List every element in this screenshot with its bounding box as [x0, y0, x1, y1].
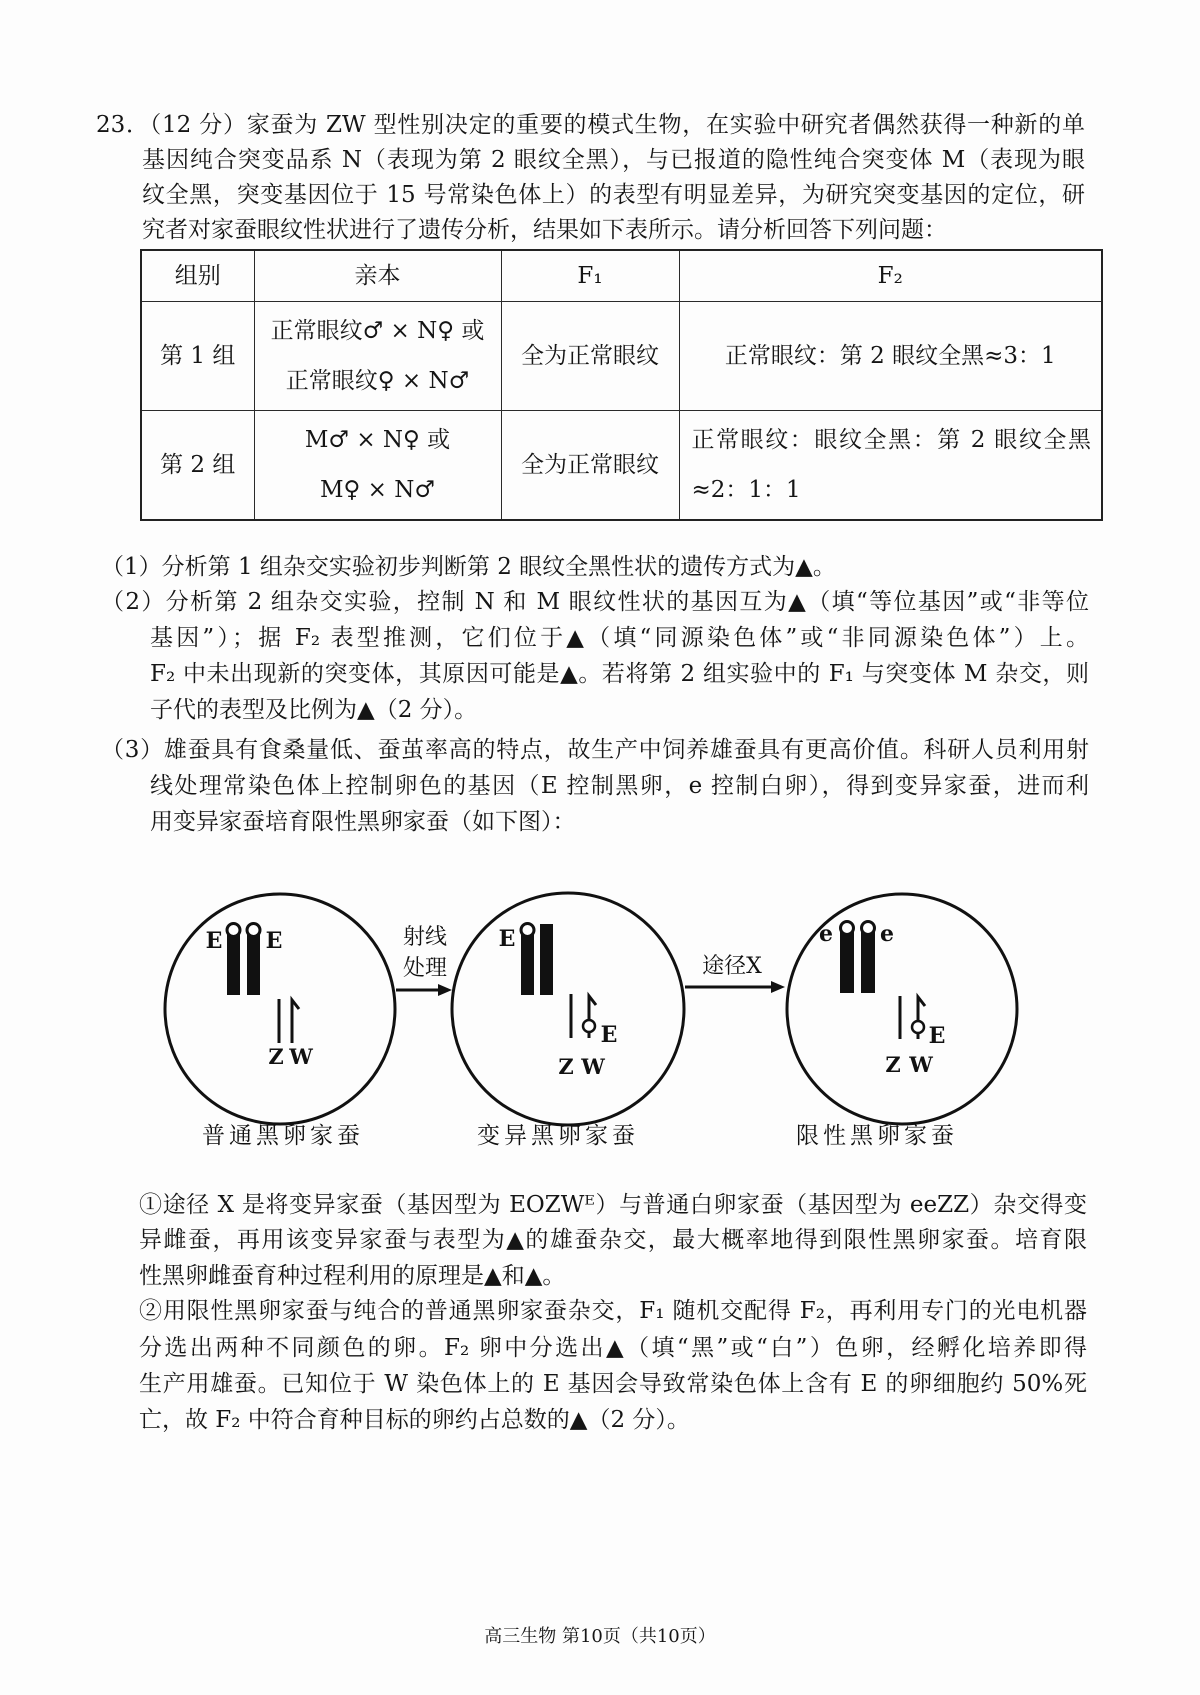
process-arrow	[685, 954, 785, 993]
question-stem-text: （12 分）家蚕为 ZW 型性别决定的重要的模式生物，在实验中研究者偶然获得一种新的单	[149, 112, 1085, 138]
question-number: 23．	[96, 112, 150, 138]
gene-locus-marker	[583, 1020, 595, 1032]
f2-line: 正常眼纹：第 2 眼纹全黑≈3：1	[724, 342, 1056, 369]
part-line: 异雌蚕，再用该变异家蚕与表型为▲的雄蚕杂交，最大概率地得到限性黑卵家蚕。培育限	[139, 1227, 1087, 1253]
gene-locus-marker	[841, 922, 854, 935]
autosome-chromosome	[247, 930, 260, 995]
sex-chromosome-label: W	[289, 1044, 313, 1069]
gene-label: E	[498, 926, 516, 952]
sub-question-line: 基因”）；据 F₂ 表型推测，它们位于▲（填“同源染色体”或“非同源染色体”）上。	[150, 625, 1089, 651]
sub-question-line	[101, 585, 1089, 620]
stage-label: 普通黑卵家蚕	[202, 1123, 364, 1149]
stage-normal-black-egg	[165, 894, 395, 1149]
sub-question-marker: （2）	[101, 589, 166, 615]
gene-locus-marker	[912, 1021, 924, 1033]
breeding-diagram	[0, 880, 1200, 1170]
autosome-chromosome	[227, 930, 240, 995]
results-table	[140, 249, 1103, 521]
table-header-cell: 组别	[141, 250, 254, 301]
table-cell-f2	[679, 301, 1102, 410]
arrow-label: 射线	[402, 925, 448, 950]
sex-chromosome-label: W	[909, 1052, 933, 1077]
process-arrow	[396, 925, 452, 996]
cell-circle	[452, 893, 684, 1125]
arrow-label: 处理	[402, 956, 448, 981]
stage-label: 限性黑卵家蚕	[796, 1123, 958, 1149]
table-header-cell: F₁	[501, 250, 679, 301]
autosome-chromosome	[840, 928, 854, 993]
table-row	[141, 301, 1102, 410]
sex-chromosome-label: Z	[268, 1044, 284, 1069]
parents-line: M♂ × N♀ 或	[304, 426, 451, 453]
parents-line: M♀ × N♂	[320, 476, 435, 503]
autosome-chromosome	[861, 928, 875, 993]
arrow-label: 途径X	[702, 954, 762, 979]
f2-line: ≈2：1：1	[691, 476, 801, 503]
sub-question-text: 分析第 2 组杂交实验，控制 N 和 M 眼纹性状的基因互为▲（填“等位基因”或“非等位	[165, 589, 1089, 615]
gene-locus-marker	[247, 924, 260, 937]
part-line: 生产用雄蚕。已知位于 W 染色体上的 E 基因会导致常染色体上含有 E 的卵细胞约 50%死	[139, 1371, 1087, 1397]
sub-question-line	[101, 550, 1089, 585]
sub-question-line: 用变异家蚕培育限性黑卵家蚕（如下图）：	[150, 809, 576, 835]
part-line: 性黑卵雌蚕育种过程利用的原理是▲和▲。	[139, 1263, 566, 1289]
sub-question-line: F₂ 中未出现新的突变体，其原因可能是▲。若将第 2 组实验中的 F₁ 与突变体 M 杂交，则	[150, 661, 1089, 687]
autosome-chromosome	[521, 930, 534, 995]
table-cell-f1: 全为正常眼纹	[501, 301, 679, 410]
stage-label: 变异黑卵家蚕	[477, 1123, 639, 1149]
gene-label: E	[265, 928, 283, 954]
table-cell-group: 第 1 组	[141, 301, 254, 410]
table-cell-parents	[254, 301, 501, 410]
table-header-cell: F₂	[679, 250, 1102, 301]
table-header-row	[141, 250, 1102, 301]
f2-line: 正常眼纹：眼纹全黑：第 2 眼纹全黑	[691, 426, 1091, 453]
sex-chromosome-label: Z	[558, 1054, 574, 1079]
question-stem-line: 基因纯合突变品系 N（表现为第 2 眼纹全黑），与已报道的隐性纯合突变体 M（表现为眼	[142, 147, 1085, 173]
parents-line: 正常眼纹♀ × N♂	[285, 367, 470, 394]
part-line: 分选出两种不同颜色的卵。F₂ 卵中分选出▲（填“黑”或“白”）色卵，经孵化培养即得	[139, 1335, 1087, 1361]
sub-question-text: 雄蚕具有食桑量低、蚕茧率高的特点，故生产中饲养雄蚕具有更高价值。科研人员利用射	[163, 737, 1089, 763]
question-stem-line: 纹全黑，突变基因位于 15 号常染色体上）的表型有明显差异，为研究突变基因的定位，研	[142, 182, 1085, 208]
part-line: 亡，故 F₂ 中符合育种目标的卵约占总数的▲（2 分）。	[139, 1407, 690, 1433]
gene-locus-marker	[521, 924, 534, 937]
gene-label: E	[928, 1023, 946, 1049]
sub-question-line: 子代的表型及比例为▲（2 分）。	[150, 697, 478, 723]
table-cell-f1: 全为正常眼纹	[501, 410, 679, 520]
w-chromosome	[292, 1000, 299, 1043]
gene-label: e	[819, 921, 833, 947]
arrow-head	[771, 981, 785, 993]
table-cell-f2	[679, 410, 1102, 520]
arrow-head	[438, 984, 452, 996]
sub-question-marker: （3）	[101, 737, 164, 763]
gene-label: E	[600, 1022, 618, 1048]
sub-question-line	[101, 733, 1089, 768]
sub-question-line: 线处理常染色体上控制卵色的基因（E 控制黑卵，e 控制白卵），得到变异家蚕，进而利	[150, 773, 1089, 799]
part-line: ①途径 X 是将变异家蚕（基因型为 EOZWᴱ）与普通白卵家蚕（基因型为 eeZZ）杂交得变	[139, 1192, 1087, 1218]
table-cell-group: 第 2 组	[141, 410, 254, 520]
gene-locus-marker	[862, 922, 875, 935]
table-header-cell: 亲本	[254, 250, 501, 301]
gene-label: E	[205, 928, 223, 954]
stage-sex-limited-black-egg	[787, 894, 1017, 1149]
page-footer: 高三生物 第10页（共10页）	[484, 1626, 716, 1647]
gene-label: e	[880, 921, 894, 947]
sub-question-marker: （1）	[101, 554, 162, 580]
question-stem-line	[96, 108, 1085, 143]
sex-chromosome-label: W	[581, 1054, 605, 1079]
stage-variant-black-egg	[452, 893, 684, 1149]
part-line: ②用限性黑卵家蚕与纯合的普通黑卵家蚕杂交，F₁ 随机交配得 F₂，再利用专门的光电机器	[139, 1298, 1087, 1324]
sub-question-text: 分析第 1 组杂交实验初步判断第 2 眼纹全黑性状的遗传方式为▲。	[161, 554, 836, 580]
parents-line: 正常眼纹♂ × N♀ 或	[270, 317, 485, 344]
gene-locus-marker	[227, 924, 240, 937]
autosome-chromosome	[540, 924, 553, 995]
table-cell-parents	[254, 410, 501, 520]
sex-chromosome-label: Z	[885, 1052, 901, 1077]
table-row	[141, 410, 1102, 520]
question-stem-line: 究者对家蚕眼纹性状进行了遗传分析，结果如下表所示。请分析回答下列问题：	[142, 217, 947, 243]
